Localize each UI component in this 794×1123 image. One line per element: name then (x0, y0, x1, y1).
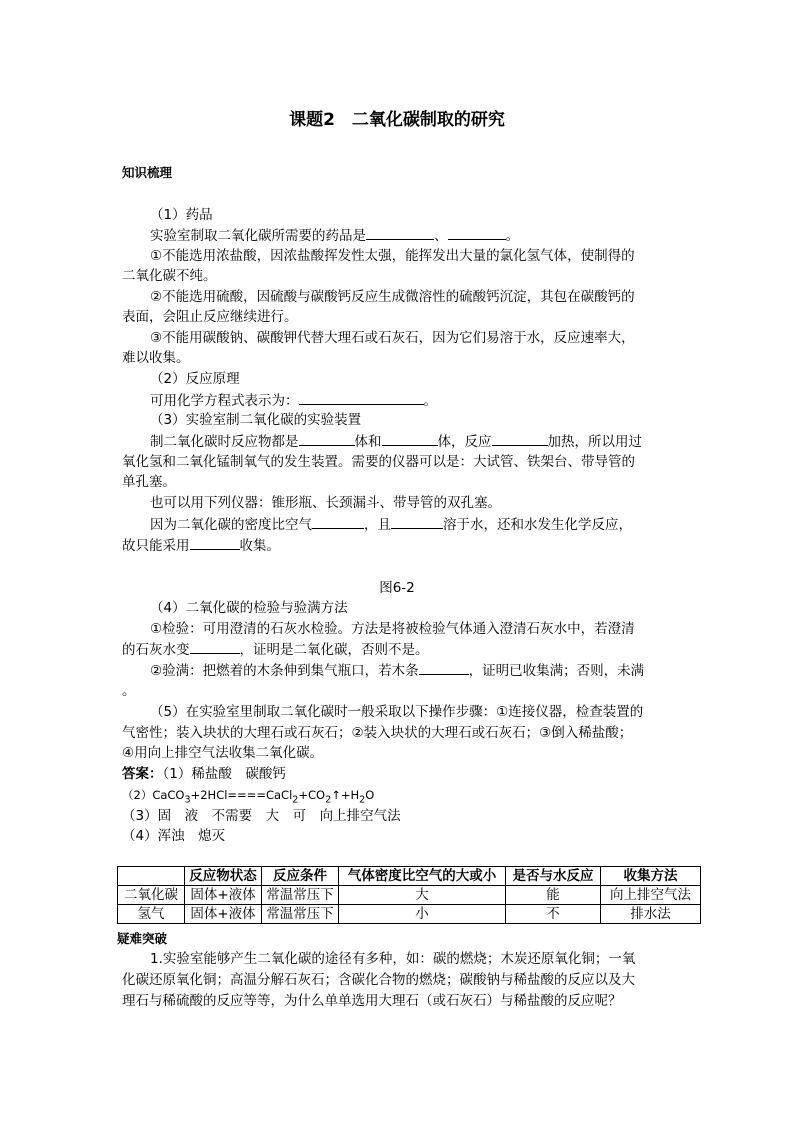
s1-point3: ③不能用碳酸钠、碳酸钾代替大理石或石灰石，因为它们易溶于水，反应速率大， (150, 330, 635, 346)
page-title: 课题2 二氧化碳制取的研究 (289, 110, 505, 130)
answer-blank (382, 431, 438, 446)
s1-point1-cont: 二氧化碳不纯。 (122, 268, 217, 284)
s5-line3: ④用向上排空气法收集二氧化碳。 (122, 745, 324, 761)
table-cell: 固体+液体 (185, 886, 262, 905)
s1-line1: 实验室制取二氧化碳所需要的药品是 、 。 (150, 225, 519, 246)
table-cell: 小 (339, 905, 506, 924)
s3-line5: 因为二氧化碳的密度比空气 ，且 溶于水，还和水发生化学反应， (150, 514, 632, 535)
table-cell: 常温常压下 (262, 886, 339, 905)
table-cell: 固体+液体 (185, 905, 262, 924)
table-cell: 大 (339, 886, 506, 905)
answer-line4: （4）浑浊 熄灭 (122, 828, 226, 844)
table-header-row (118, 867, 701, 886)
table-header-cell: 反应条件 (262, 867, 339, 886)
table-cell: 氢气 (118, 905, 185, 924)
s1-point2: ②不能选用硫酸，因硫酸与碳酸钙反应生成微溶性的硫酸钙沉淀，其包在碳酸钙的 (150, 289, 635, 305)
s1-point1: ①不能选用浓盐酸，因浓盐酸挥发性太强，能挥发出大量的氯化氢气体，使制得的 (150, 248, 635, 264)
s4-line2: 的石灰水变 ，证明是二氧化碳，否则不是。 (122, 639, 429, 660)
answer-blank (299, 390, 424, 405)
answer-blank (299, 431, 355, 446)
s3-line3: 单孔塞。 (122, 474, 176, 490)
s3-line2: 氧化氢和二氧化锰制氧气的发生装置。需要的仪器可以是：大试管、铁架台、带导管的 (122, 454, 635, 470)
s4-line1: ①检验：可用澄清的石灰水检验。方法是将被检验气体通入澄清石灰水中，若澄清 (150, 621, 635, 637)
answer-blank (448, 225, 506, 240)
table-cell: 不 (506, 905, 601, 924)
s1-point2-cont: 表面，会阻止反应继续进行。 (122, 309, 298, 325)
s3-line6: 故只能采用 收集。 (122, 535, 280, 556)
answer-line2: $(2)CaCO_3+2HCl====CaCl_2+CO_2↑+H_2O$ (122, 788, 375, 806)
s2-heading: （2）反应原理 (150, 371, 240, 387)
comparison-table (117, 866, 701, 924)
table-cell: 排水法 (601, 905, 701, 924)
answer-blank (391, 514, 443, 529)
table-header-cell: 气体密度比空气的大或小 (339, 867, 506, 886)
answer-blank (190, 639, 240, 654)
s4-heading: （4）二氧化碳的检验与验满方法 (150, 600, 348, 616)
answer-blank (419, 660, 469, 675)
section-difficult-heading: 疑难突破 (117, 931, 168, 946)
answer-blank (366, 225, 434, 240)
answer-line1: 答案：（1）稀盐酸 碳酸钙 (122, 766, 286, 782)
question1-line1: 1.实验室能够产生二氧化碳的途径有多种，如：碳的燃烧；木炭还原氧化铜；一氧 (150, 951, 636, 967)
answer-line3: （3）固 液 不需要 大 可 向上排空气法 (122, 808, 401, 824)
table-cell: 二氧化碳 (118, 886, 185, 905)
table-header-cell: 收集方法 (601, 867, 701, 886)
s2-line: 可用化学方程式表示为： 。 (150, 390, 437, 411)
table-row (118, 886, 701, 905)
answer-blank (190, 535, 240, 550)
table-header-cell (118, 867, 185, 886)
answer-blank (312, 514, 364, 529)
table-cell: 能 (506, 886, 601, 905)
s1-heading: （1）药品 (150, 207, 213, 223)
question1-line2: 化碳还原氧化铜；高温分解石灰石；含碳化合物的燃烧；碳酸钠与稀盐酸的反应以及大 (122, 972, 635, 988)
figure-caption: 图6-2 (379, 580, 415, 596)
answer-label: 答案： (122, 766, 163, 782)
s5-line1: （5）在实验室里制取二氧化碳时一般采取以下操作步骤：①连接仪器，检查装置的 (150, 704, 644, 720)
s3-line1: 制二氧化碳时反应物都是 体和 体，反应 加热，所以用过 (150, 431, 642, 452)
s1-point3-cont: 难以收集。 (122, 350, 190, 366)
s5-line2: 气密性；装入块状的大理石或石灰石；②装入块状的大理石或石灰石；③倒入稀盐酸； (122, 725, 633, 741)
section-knowledge-heading: 知识梳理 (122, 165, 173, 180)
table-row (118, 905, 701, 924)
question1-line3: 理石与稀硫酸的反应等等，为什么单单选用大理石（或石灰石）与稀盐酸的反应呢？ (122, 993, 622, 1009)
table-cell: 常温常压下 (262, 905, 339, 924)
table-header-cell: 是否与水反应 (506, 867, 601, 886)
s4-line3: ②验满：把燃着的木条伸到集气瓶口，若木条 ，证明已收集满；否则，未满 (150, 660, 644, 681)
s3-heading: （3）实验室制二氧化碳的实验装置 (150, 412, 362, 428)
s4-line4: 。 (122, 683, 136, 699)
table-cell: 向上排空气法 (601, 886, 701, 905)
table-header-cell: 反应物状态 (185, 867, 262, 886)
answer-blank (492, 431, 548, 446)
s3-line4: 也可以用下列仪器：锥形瓶、长颈漏斗、带导管的双孔塞。 (150, 495, 501, 511)
